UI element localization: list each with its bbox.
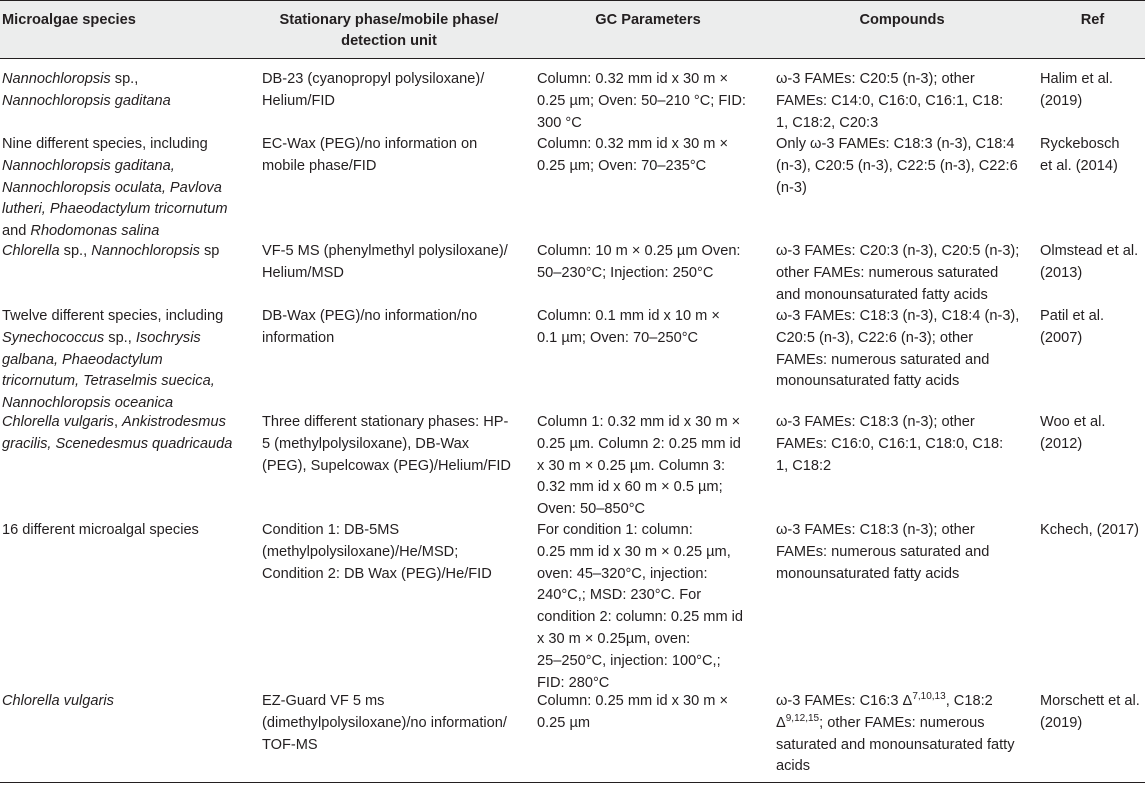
gc-cell: Column: 0.25 mm id x 30 m × 0.25 µm xyxy=(537,693,729,731)
phase-cell: Condition 1: DB-5MS (methylpolysiloxane)/He/MSD; Condition 2: DB Wax (PEG)/He/FID xyxy=(262,522,492,582)
ref-cell: Ryckebosch et al. (2014) xyxy=(1040,136,1120,174)
header-compounds: Compounds xyxy=(859,12,945,28)
gc-cell: Column: 0.32 mm id x 30 m × 0.25 µm; Oven: 50–210 °C; FID: 300 °C xyxy=(537,71,746,131)
ref-cell: Woo et al. (2012) xyxy=(1040,414,1106,452)
compounds-cell: ω-3 FAMEs: C16:3 Δ$^{7,10,13}$, C18:2 Δ$^{9,12,15}$; other FAMEs: numerous saturated and monounsaturated fatty acids xyxy=(776,691,1015,775)
phase-cell: DB-Wax (PEG)/no information/no information xyxy=(262,308,478,346)
phase-cell: EZ-Guard VF 5 ms (dimethylpolysiloxane)/no information/ TOF-MS xyxy=(262,693,507,753)
compounds-cell: ω-3 FAMEs: C20:3 (n-3), C20:5 (n-3); other FAMEs: numerous saturated and monounsaturated fatty acids xyxy=(776,243,1020,303)
table-bottom-rule xyxy=(0,782,1145,783)
header-ref: Ref xyxy=(1080,12,1105,28)
species-cell: Twelve different species, including Synechococcus sp., Isochrysis galbana, Phaeodactylum tricornutum, Tetraselmis suecica, Nannochloropsis oceanica xyxy=(2,308,224,412)
compounds-cell: ω-3 FAMEs: C18:3 (n-3), C18:4 (n-3), C20:5 (n-3), C22:6 (n-3); other FAMEs: numerous saturated and monounsaturated fatty acids xyxy=(776,308,1020,390)
ref-cell: Kchech, (2017) xyxy=(1040,522,1139,538)
ref-cell: Patil et al. (2007) xyxy=(1040,308,1105,346)
phase-cell: Three different stationary phases: HP- 5 (methylpolysiloxane), DB-Wax (PEG), Supelcowax (PEG)/Helium/FID xyxy=(262,414,511,474)
compounds-cell: ω-3 FAMEs: C20:5 (n-3); other FAMEs: C14:0, C16:0, C16:1, C18: 1, C18:2, C20:3 xyxy=(776,71,1004,131)
header-gc: GC Parameters xyxy=(595,12,701,28)
gc-cell: For condition 1: column: 0.25 mm id x 30 m × 0.25 µm, oven: 45–320°C, injection: 240°C,; MSD: 230°C. For condition 2: column: 0.25 mm id x 30 m × 0.25µm, oven: 25–250°C, injection: 100°C,; FID: 280°C xyxy=(537,522,744,691)
phase-cell: VF-5 MS (phenylmethyl polysiloxane)/ Helium/MSD xyxy=(262,243,508,281)
header-species: Microalgae species xyxy=(2,12,136,28)
gc-cell: Column: 0.1 mm id x 10 m × 0.1 µm; Oven: 70–250°C xyxy=(537,308,720,346)
header-phase-line1: Stationary phase/mobile phase/ xyxy=(279,12,499,28)
ref-cell: Halim et al. (2019) xyxy=(1040,71,1113,109)
header-phase-line2: detection unit xyxy=(341,33,437,49)
species-cell: Chlorella sp., Nannochloropsis sp xyxy=(2,243,220,259)
header-phase xyxy=(254,10,524,52)
species-cell: 16 different microalgal species xyxy=(2,522,199,538)
gc-cell: Column 1: 0.32 mm id x 30 m × 0.25 µm. Column 2: 0.25 mm id x 30 m × 0.25 µm. Column 3: 0.32 mm id x 60 m × 0.5 µm; Oven: 50–850°C xyxy=(537,414,741,518)
compounds-cell: ω-3 FAMEs: C18:3 (n-3); other FAMEs: C16:0, C16:1, C18:0, C18: 1, C18:2 xyxy=(776,414,1004,474)
species-cell: Chlorella vulgaris xyxy=(2,693,114,709)
compounds-cell: Only ω-3 FAMEs: C18:3 (n-3), C18:4 (n-3), C20:5 (n-3), C22:5 (n-3), C22:6 (n-3) xyxy=(776,136,1018,196)
phase-cell: DB-23 (cyanopropyl polysiloxane)/ Helium/FID xyxy=(262,71,485,109)
species-cell: Chlorella vulgaris, Ankistrodesmus gracilis, Scenedesmus quadricauda xyxy=(2,414,233,452)
table-header xyxy=(0,0,1145,59)
ref-cell: Olmstead et al. (2013) xyxy=(1040,243,1139,281)
compounds-cell: ω-3 FAMEs: C18:3 (n-3); other FAMEs: numerous saturated and monounsaturated fatty acids xyxy=(776,522,990,582)
phase-cell: EC-Wax (PEG)/no information on mobile phase/FID xyxy=(262,136,478,174)
ref-cell: Morschett et al. (2019) xyxy=(1040,693,1140,731)
species-cell: Nannochloropsis sp., Nannochloropsis gaditana xyxy=(2,71,171,109)
species-cell: Nine different species, including Nannochloropsis gaditana, Nannochloropsis oculata, Pavlova lutheri, Phaeodactylum tricornutum and Rhodomonas salina xyxy=(2,136,228,240)
gc-cell: Column: 10 m × 0.25 µm Oven: 50–230°C; Injection: 250°C xyxy=(537,243,741,281)
gc-cell: Column: 0.32 mm id x 30 m × 0.25 µm; Oven: 70–235°C xyxy=(537,136,729,174)
